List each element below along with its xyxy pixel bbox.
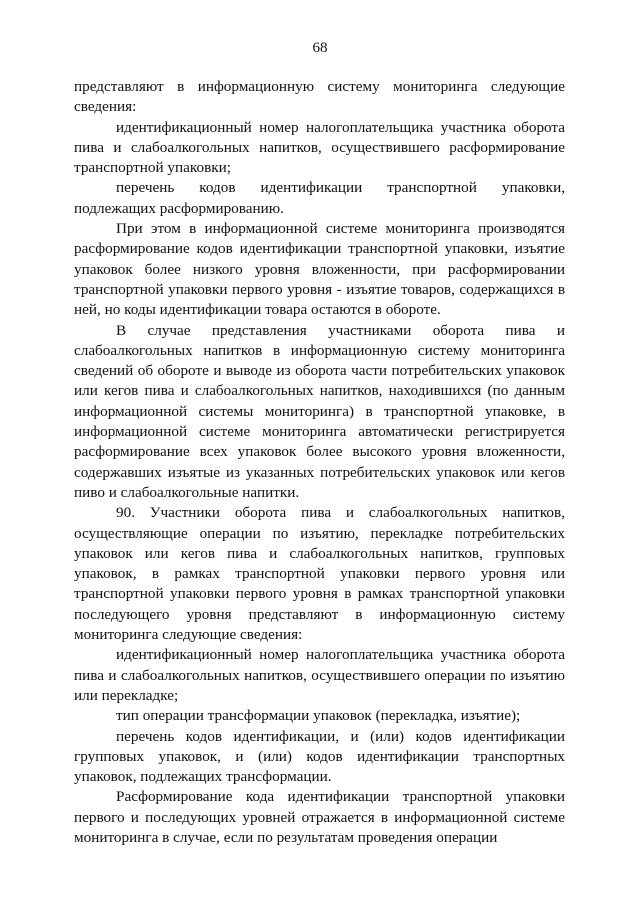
paragraph: 90. Участники оборота пива и слабоалкогольных напитков, осуществляющие операции по изъятию, перекладке потребительских упаковок или кегов пива и слабоалкогольных напитков, групповых упаковок, в рамках транспортной упаковки первого уровня или транспортной упаковки первого уровня в рамках транспортной упаковки последующего уровня представляют в информационную систему мониторинга следующие сведения: — [74, 504, 565, 644]
paragraph: идентификационный номер налогоплательщика участника оборота пива и слабоалкогольных напитков, осуществившего операции по изъятию или перекладке; — [74, 646, 565, 704]
paragraph: перечень кодов идентификации, и (или) кодов идентификации групповых упаковок, и (или) кодов идентификации транспортных упаковок, подлежащих трансформации. — [74, 727, 565, 786]
paragraph: представляют в информационную систему мониторинга следующие сведения: — [74, 78, 565, 116]
paragraph: В случае представления участниками оборота пива и слабоалкогольных напитков в информационную систему мониторинга сведений об обороте и выводе из оборота части потребительских упаковок или кегов пива и слабоалкогольных напитков, находившихся (по данным информационной системы мониторинга) в транспортной упаковке, в информационной системе мониторинга автоматически регистрируется расформирование всех упаковок более высокого уровня вложенности, содержавших изъятые из указанных потребительских упаковок или кегов пиво и слабоалкогольные напитки. — [74, 321, 565, 501]
page-number: 68 — [312, 40, 328, 56]
paragraph: тип операции трансформации упаковок (перекладка, изъятие); — [116, 707, 521, 725]
paragraph: При этом в информационной системе мониторинга производятся расформирование кодов идентификации транспортной упаковки, изъятие упаковок более низкого уровня вложенности, при расформировании транспортной упаковки первого уровня - изъятие товаров, содержащихся в ней, но коды идентификации товара остаются в обороте. — [74, 220, 565, 319]
paragraph: Расформирование кода идентификации транспортной упаковки первого и последующих уровней отражается в информационной системе мониторинга в случае, если по результатам проведения операции — [74, 788, 565, 846]
paragraph: перечень кодов идентификации транспортной упаковки, подлежащих расформированию. — [74, 179, 565, 217]
paragraph: идентификационный номер налогоплательщика участника оборота пива и слабоалкогольных напитков, осуществившего расформирование транспортной упаковки; — [74, 118, 565, 177]
document-body — [74, 77, 565, 848]
